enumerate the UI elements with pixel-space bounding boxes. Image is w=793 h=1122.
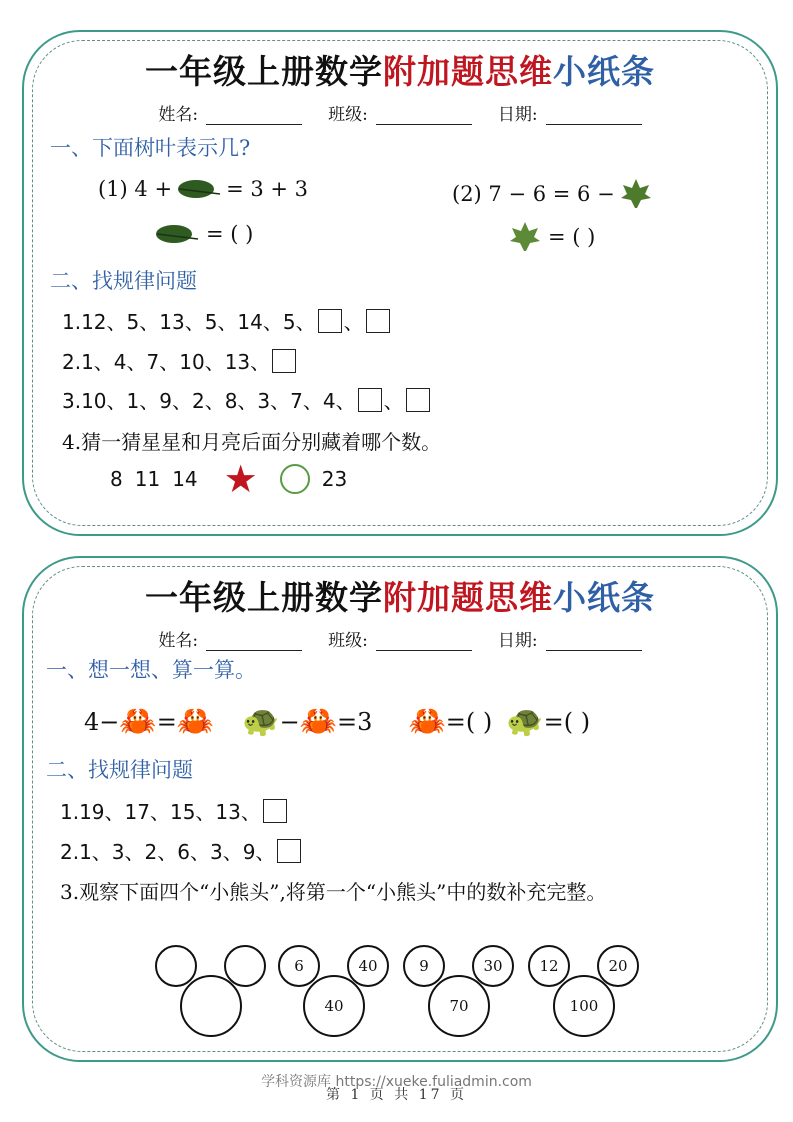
bear-left-value: 12: [539, 957, 559, 975]
bear-head-1: [156, 946, 265, 1036]
star-icon: ★: [223, 457, 258, 501]
answer-box[interactable]: [318, 309, 342, 333]
q2-prefix: (2) 7 − 6 = 6 −: [452, 182, 615, 206]
question-1: [98, 177, 308, 201]
seq-number: 14: [172, 467, 198, 491]
turtle-icon: 🐢: [506, 704, 544, 739]
pattern-item-3: 3.10、1、9、2、8、3、7、4、 、: [62, 385, 432, 414]
title-blue: 小纸条: [553, 52, 655, 91]
name-field[interactable]: [206, 106, 302, 125]
section-heading-2: 二、找规律问题: [46, 758, 193, 782]
pattern-text: 2.1、3、2、6、3、9、: [60, 840, 276, 864]
maple-leaf-icon: [508, 220, 542, 254]
pattern-item-2: [60, 836, 303, 865]
worksheet-card-2: [22, 556, 778, 1062]
date-label: 日期:: [497, 631, 538, 651]
class-field[interactable]: [376, 106, 472, 125]
title-red: 附加题思维: [383, 52, 553, 91]
bear-heads-diagram: [139, 923, 699, 1053]
title-red: 附加题思维: [383, 578, 553, 617]
class-label: 班级:: [328, 105, 368, 125]
q1-suffix: = 3 + 3: [226, 177, 309, 201]
class-label: 班级:: [328, 631, 368, 651]
crab-answer-blank[interactable]: =( ): [445, 707, 493, 736]
pattern-item-3: 3.观察下面四个“小熊头”,将第一个“小熊头”中的数补充完整。: [60, 880, 607, 904]
pattern-item-1: [60, 796, 289, 825]
crab-icon: 🦀: [408, 704, 446, 739]
name-label: 姓名:: [158, 631, 199, 651]
leaf-icon: [176, 177, 222, 201]
answer-box[interactable]: [272, 349, 296, 373]
date-field[interactable]: [546, 632, 642, 651]
seq-number: 8: [110, 467, 123, 491]
bear-left-value: 6: [294, 957, 304, 975]
answer-box[interactable]: [277, 839, 301, 863]
section-heading-1: 一、下面树叶表示几?: [50, 136, 251, 160]
date-field[interactable]: [546, 106, 642, 125]
pattern-text: 3.10、1、9、2、8、3、7、4、: [62, 389, 356, 413]
bear-right-value: 30: [483, 957, 503, 975]
card-title: [24, 572, 776, 619]
bear-right-value: 40: [358, 957, 378, 975]
crab-icon: 🦀: [119, 704, 157, 739]
answer-box[interactable]: [358, 388, 382, 412]
title-blue: 小纸条: [553, 578, 655, 617]
eq-text: −: [279, 707, 300, 736]
circle-icon: [280, 464, 310, 494]
question-2: [452, 177, 653, 211]
worksheet-card-1: [22, 30, 778, 536]
pattern-item-4: 4.猜一猜星星和月亮后面分别藏着哪个数。: [62, 430, 442, 454]
maple-leaf-icon: [619, 177, 653, 211]
pattern-text: 1.12、5、13、5、14、5、: [62, 310, 316, 334]
watermark: 学科资源库 https://xueke.fuliadmin.com: [261, 1074, 532, 1090]
student-info-row: [24, 626, 776, 651]
answer-box[interactable]: [263, 799, 287, 823]
bear-left-value: 9: [419, 957, 429, 975]
eq-text: =: [156, 707, 177, 736]
name-label: 姓名:: [158, 105, 199, 125]
date-label: 日期:: [497, 105, 538, 125]
page-number: 第 1 页 共 17 页: [326, 1087, 467, 1103]
title-black: 一年级上册数学: [145, 52, 383, 91]
animal-equations: [84, 704, 590, 739]
turtle-answer-blank[interactable]: =( ): [543, 707, 591, 736]
star-sequence: [110, 457, 348, 501]
eq-text: 4−: [84, 707, 120, 736]
student-info-row: [24, 100, 776, 125]
crab-icon: 🦀: [176, 704, 215, 739]
seq-number: 23: [321, 467, 348, 491]
q1-prefix: (1) 4 +: [98, 177, 173, 201]
q2-answer-blank[interactable]: = ( ): [548, 225, 596, 249]
question-1-answer: [154, 222, 253, 246]
section-heading-1: 一、想一想、算一算。: [46, 658, 256, 682]
pattern-item-1: 1.12、5、13、5、14、5、 、: [62, 306, 392, 335]
seq-number: 11: [134, 467, 161, 491]
crab-icon: 🦀: [299, 704, 338, 739]
turtle-icon: 🐢: [242, 704, 280, 739]
question-2-answer: [508, 220, 595, 254]
bear-center-value: 70: [449, 997, 469, 1015]
title-black: 一年级上册数学: [145, 578, 383, 617]
q1-answer-blank[interactable]: = ( ): [206, 222, 254, 246]
card-title: [24, 46, 776, 93]
answer-box[interactable]: [366, 309, 390, 333]
bear-right-value: 20: [608, 957, 628, 975]
class-field[interactable]: [376, 632, 472, 651]
pattern-text: 2.1、4、7、10、13、: [62, 350, 271, 374]
bear-center-value: 40: [324, 997, 344, 1015]
eq-text: =3: [337, 707, 373, 736]
bear-center-value: 100: [569, 997, 599, 1015]
name-field[interactable]: [206, 632, 302, 651]
pattern-text: 1.19、17、15、13、: [60, 800, 261, 824]
pattern-item-2: [62, 346, 298, 375]
answer-box[interactable]: [406, 388, 430, 412]
section-heading-2: 二、找规律问题: [50, 269, 197, 293]
leaf-icon: [154, 222, 200, 246]
